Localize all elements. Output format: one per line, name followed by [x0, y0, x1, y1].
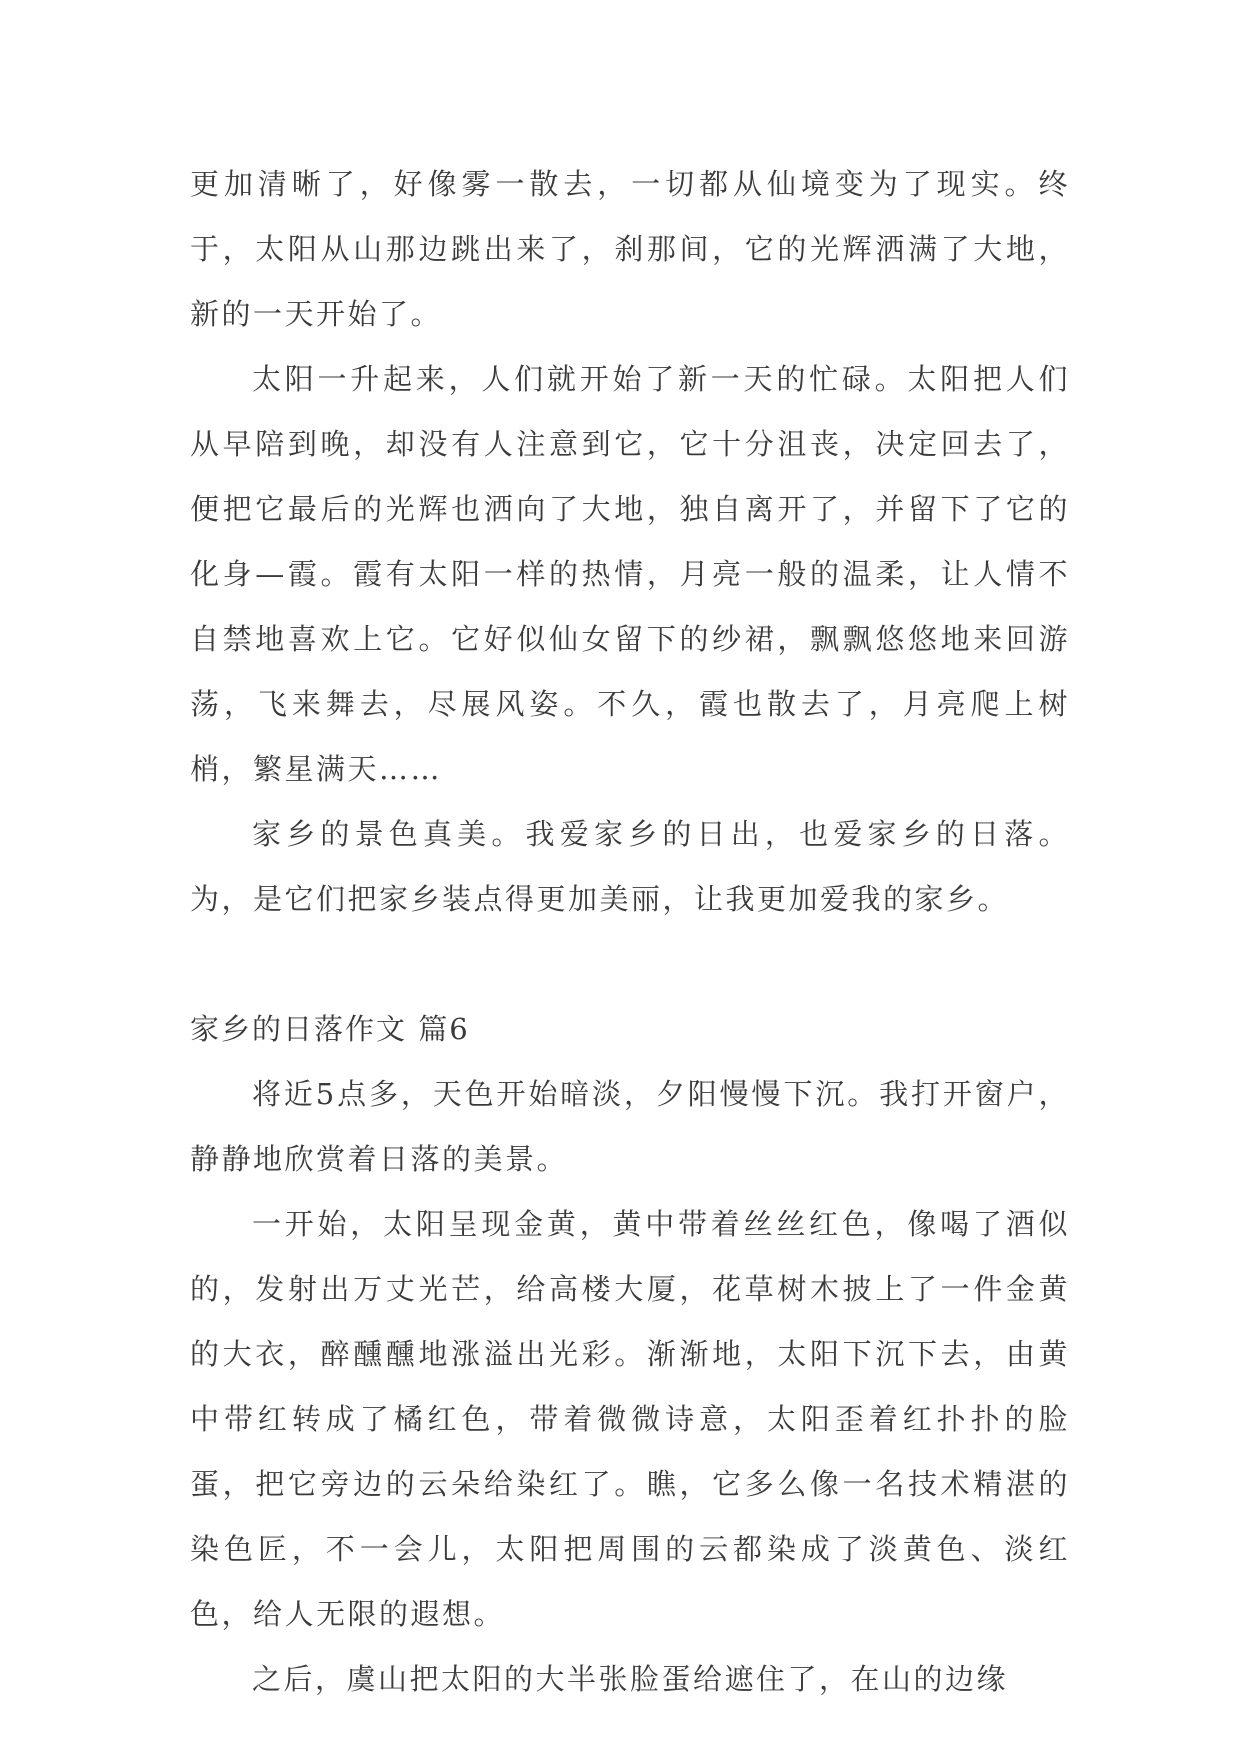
section-heading: 家乡的日落作文 篇6 [190, 1012, 470, 1046]
paragraph-4: 将近5点多，天色开始暗淡，夕阳慢慢下沉。我打开窗户，静静地欣赏着日落的美景。 [190, 1077, 1070, 1176]
paragraph-3: 家乡的景色真美。我爱家乡的日出，也爱家乡的日落。为，是它们把家乡装点得更加美丽，让我更加爱我的家乡。 [190, 817, 1070, 916]
paragraph-5: 一开始，太阳呈现金黄，黄中带着丝丝红色，像喝了酒似的，发射出万丈光芒，给高楼大厦，花草树木披上了一件金黄的大衣，醉醺醺地涨溢出光彩。渐渐地，太阳下沉下去，由黄中带红转成了橘红色，带着微微诗意，太阳歪着红扑扑的脸蛋，把它旁边的云朵给染红了。瞧，它多么像一名技术精湛的染色匠，不一会儿，太阳把周围的云都染成了淡黄色、淡红色，给人无限的遐想。 [190, 1207, 1070, 1631]
paragraph-6: 之后，虞山把太阳的大半张脸蛋给遮住了，在山的边缘 [252, 1662, 1009, 1696]
paragraph-2: 太阳一升起来，人们就开始了新一天的忙碌。太阳把人们从早陪到晚，却没有人注意到它，它十分沮丧，决定回去了，便把它最后的光辉也洒向了大地，独自离开了，并留下了它的化身—霞。霞有太阳一样的热情，月亮一般的温柔，让人情不自禁地喜欢上它。它好似仙女留下的纱裙，飘飘悠悠地来回游荡，飞来舞去，尽展风姿。不久，霞也散去了，月亮爬上树梢，繁星满天…… [190, 362, 1070, 786]
document-page [190, 152, 1070, 1712]
paragraph-1: 更加清晰了，好像雾一散去，一切都从仙境变为了现实。终于，太阳从山那边跳出来了，刹那间，它的光辉洒满了大地，新的一天开始了。 [190, 167, 1070, 331]
